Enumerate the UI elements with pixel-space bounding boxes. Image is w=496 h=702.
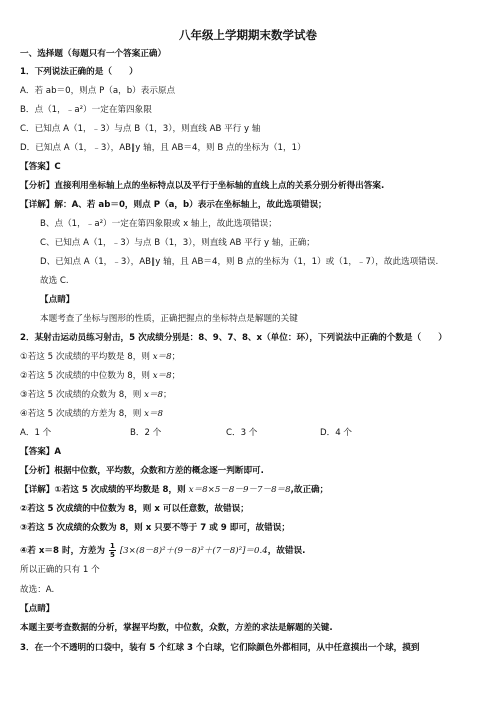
fraction-numerator: 1	[109, 542, 115, 550]
q2-option-d: D．4 个	[320, 428, 353, 438]
q2-detail-1-text: 【详解】①若这 5 次成绩的平均数是 8，则	[20, 485, 186, 495]
q1-detail-1: 【详解】解：A、若 ab＝0，则点 P（a，b）表示在坐标轴上，故此选项错误；	[20, 200, 327, 210]
q2-detail-4	[20, 542, 305, 559]
q2-statement-3: ③若这 5 次成绩的众数为 8，则 x＝8；	[20, 390, 172, 400]
page-title: 八年级上学期期末数学试卷	[179, 28, 317, 42]
q2-answer: 【答案】A	[20, 447, 62, 457]
q2-statement-4-text: ④若这 5 次成绩的方差为 8，则	[20, 409, 142, 419]
q1-option-b: B．点（1，﹣a²）一定在第四象限	[20, 105, 152, 115]
fraction	[109, 542, 116, 559]
q2-statement-3-math: x＝8	[144, 390, 164, 400]
q2-detail-4-math: [3×(8－8)²＋(9－8)²＋(7－8)²]＝0.4	[119, 546, 268, 556]
q1-remark-heading: 【点睛】	[40, 295, 75, 305]
q2-detail-1-math: x＝8×5－8－9－7－8＝8	[188, 485, 291, 495]
q2-remark-text: 本题主要考查数据的分析，掌握平均数，中位数，众数，方差的求法是解题的关键.	[20, 623, 333, 633]
q2-statement-2-text: ②若这 5 次成绩的中位数为 8，则	[20, 371, 150, 381]
q2-remark-heading: 【点睛】	[20, 604, 55, 614]
q2-detail-1	[20, 484, 328, 496]
q1-stem: 1．下列说法正确的是（ ）	[20, 67, 138, 77]
q1-remark-text: 本题考查了坐标与图形的性质，正确把握点的坐标特点是解题的关键	[40, 314, 298, 324]
q2-statement-2-math: x＝8	[152, 371, 172, 381]
q1-option-c: C．已知点 A（1，﹣3）与点 B（1，3），则直线 AB 平行 y 轴	[20, 124, 261, 134]
q2-detail-3: ③若这 5 次成绩的众数为 8，则 x 只要不等于 7 或 9 即可，故错误；	[20, 523, 290, 533]
q2-statement-1-text: ①若这 5 次成绩的平均数是 8，则	[20, 352, 150, 362]
q2-statement-1-math: x＝8	[152, 352, 172, 362]
q1-analysis: 【分析】直接利用坐标轴上点的坐标特点以及平行于坐标轴的直线上点的关系分别分析得出答案.	[20, 181, 385, 191]
q2-detail-4-post: ，故错误.	[267, 546, 306, 556]
q2-statement-4-math: x＝8	[144, 409, 164, 419]
q2-analysis: 【分析】根据中位数，平均数，众数和方差的概念逐一判断即可.	[20, 466, 264, 476]
q2-option-a: A．1 个	[20, 428, 52, 438]
q3-stem: 3．在一个不透明的口袋中，装有 5 个红球 3 个白球，它们除颜色外都相同，从中任意摸出一个球，摸到	[20, 643, 420, 653]
q1-detail-3: C、已知点 A（1，﹣3）与点 B（1，3），则直线 AB 平行 y 轴，正确；	[40, 238, 315, 248]
q2-choose: 故选：A.	[20, 585, 55, 595]
q1-option-d: D．已知点 A（1，﹣3），AB∥y 轴，且 AB＝4，则 B 点的坐标为（1，1）	[20, 143, 306, 153]
q2-statement-4	[20, 408, 163, 420]
q2-option-b: B．2 个	[130, 428, 162, 438]
q2-statement-3-text: ③若这 5 次成绩的众数为 8，则	[20, 390, 142, 400]
q2-conclusion: 所以正确的只有 1 个	[20, 565, 100, 575]
section-heading: 一、选择题（每题只有一个答案正确）	[20, 49, 167, 59]
q1-choose: 故选 C.	[40, 276, 69, 286]
q1-option-a: A．若 ab＝0，则点 P（a，b）表示原点	[20, 86, 176, 96]
q2-stem: 2．某射击运动员练习射击，5 次成绩分别是：8、9、7、8、x（单位：环），下列说法中正确的个数是（ ）	[20, 333, 447, 343]
q1-detail-4: D、已知点 A（1，﹣3），AB∥y 轴，且 AB＝4，则 B 点的坐标为（1，1）或（1，﹣7），故此选项错误.	[40, 257, 439, 267]
q2-detail-2: ②若这 5 次成绩的中位数为 8，则 x 可以任意数，故错误；	[20, 504, 249, 514]
q2-statement-1: ①若这 5 次成绩的平均数是 8，则 x＝8；	[20, 352, 181, 362]
q1-answer: 【答案】C	[20, 162, 61, 172]
q2-detail-1-post: ,故正确；	[290, 485, 329, 495]
q1-detail-2: B、点（1，﹣a²）一定在第四象限或 x 轴上，故此选项错误；	[40, 219, 277, 229]
q2-option-c: C．3 个	[226, 428, 258, 438]
fraction-denominator: 5	[109, 551, 115, 559]
q2-detail-4-text: ④若 x＝8 时，方差为	[20, 546, 105, 556]
q2-statement-2: ②若这 5 次成绩的中位数为 8，则 x＝8；	[20, 371, 181, 381]
